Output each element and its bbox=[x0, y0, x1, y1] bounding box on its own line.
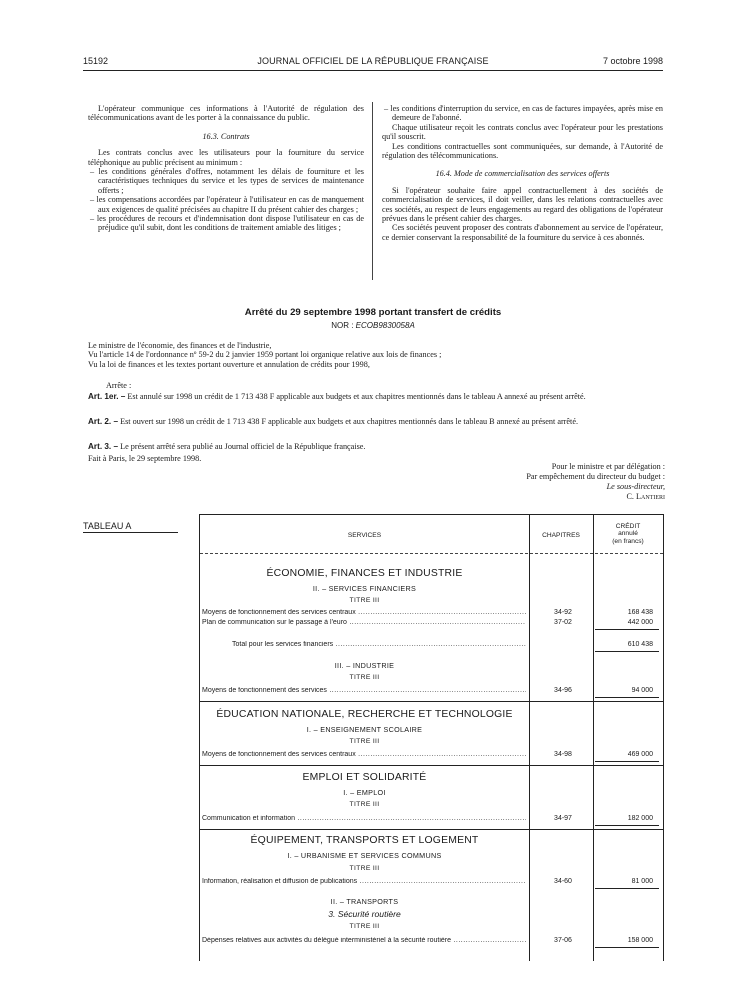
paragraph: L'opérateur communique ces informations à l'Autorité de régulation des télécommunications avant de les porter à la connaissance du public. bbox=[88, 104, 364, 123]
row-amount: 168 438 bbox=[627, 609, 653, 616]
row-label: Dépenses relatives aux activités du délégué interministériel à la sécurité routière ..... bbox=[202, 937, 526, 944]
total-label: Total pour les services financiers ..... bbox=[232, 641, 526, 648]
header-line-1: CRÉDIT bbox=[615, 523, 641, 530]
titre-label: TITRE III bbox=[349, 738, 380, 745]
section-name: II. – TRANSPORTS bbox=[330, 897, 399, 906]
article-label: Art. 1er. – bbox=[88, 392, 126, 401]
column-header-services: SERVICES bbox=[347, 532, 382, 539]
ministry-title: ÉDUCATION NATIONALE, RECHERCHE ET TECHNOLOGIE bbox=[216, 709, 513, 720]
arrete-title: Arrêté du 29 septembre 1998 portant transfert de crédits bbox=[244, 307, 502, 318]
arrete-word: Arrête : bbox=[106, 381, 132, 390]
arrete-intro bbox=[88, 341, 663, 369]
row-chapitre: 34-60 bbox=[554, 878, 572, 885]
total-row bbox=[202, 641, 662, 651]
row-chapitre: 34-96 bbox=[554, 687, 572, 694]
row-chapitre: 37-06 bbox=[554, 937, 572, 944]
column-header-credit bbox=[593, 523, 663, 545]
section-name: III. – INDUSTRIE bbox=[334, 661, 395, 670]
paragraph: Les contrats conclus avec les utilisateurs pour la fourniture du service téléphonique au public précisent au minimum : bbox=[88, 148, 364, 167]
table-row bbox=[202, 751, 662, 761]
article-label: Art. 2. – bbox=[88, 417, 119, 426]
header-line-2: annulé bbox=[618, 530, 638, 538]
signature-line: Pour le ministre et par délégation : bbox=[551, 462, 665, 471]
subsection-name: 3. Sécurité routière bbox=[328, 909, 401, 919]
section-title: 16.4. Mode de commercialisation des services offerts bbox=[435, 169, 610, 179]
column-line bbox=[593, 515, 594, 961]
ministry-separator bbox=[200, 765, 663, 766]
ministry-title: ÉQUIPEMENT, TRANSPORTS ET LOGEMENT bbox=[250, 835, 479, 846]
signatory-name: C. Lantieri bbox=[626, 492, 665, 501]
amount-underline bbox=[595, 761, 659, 762]
condition-list bbox=[88, 167, 364, 233]
amount-underline bbox=[595, 825, 659, 826]
section-title: 16.3. Contrats bbox=[202, 131, 250, 141]
amount-underline bbox=[595, 629, 659, 630]
journal-title: JOURNAL OFFICIEL DE LA RÉPUBLIQUE FRANÇAISE bbox=[257, 56, 489, 66]
fait-a-paris: Fait à Paris, le 29 septembre 1998. bbox=[88, 454, 202, 463]
list-item: – les conditions d'interruption du service, en cas de factures impayées, après mise en demeure de l'abonné. bbox=[384, 104, 663, 123]
condition-list-cont bbox=[382, 104, 663, 123]
row-label: Communication et information ..... bbox=[202, 815, 526, 822]
nor-code: ECOB9830058A bbox=[355, 321, 415, 330]
issue-date: 7 octobre 1998 bbox=[602, 56, 663, 66]
paragraph: Vu l'article 14 de l'ordonnance nº 59-2 du 2 janvier 1959 portant loi organique relative aux lois de finances ; bbox=[88, 350, 442, 360]
amount-underline bbox=[595, 888, 659, 889]
left-column bbox=[88, 104, 364, 233]
article-text: Le présent arrêté sera publié au Journal officiel de la République française. bbox=[118, 442, 366, 451]
header-rule bbox=[83, 70, 663, 71]
table-row bbox=[202, 619, 662, 629]
row-amount: 158 000 bbox=[627, 937, 653, 944]
titre-label: TITRE III bbox=[349, 923, 380, 930]
signature-line: Par empêchement du directeur du budget : bbox=[526, 472, 665, 481]
paragraph: Ces sociétés peuvent proposer des contrats d'abonnement au service de l'opérateur, ce dernier conservant la responsabilité de la fourniture du service à ces abonnés. bbox=[382, 223, 663, 242]
amount-underline bbox=[595, 697, 659, 698]
row-chapitre: 34-97 bbox=[554, 815, 572, 822]
section-name: I. – URBANISME ET SERVICES COMMUNS bbox=[287, 851, 442, 860]
article-text: Est ouvert sur 1998 un crédit de 1 713 438 F applicable aux budgets et aux chapitres mentionnés dans le tableau B annexé au présent arrêté. bbox=[118, 417, 578, 426]
row-label: Information, réalisation et diffusion de publications ..... bbox=[202, 878, 526, 885]
ministry-separator bbox=[200, 701, 663, 702]
row-amount: 81 000 bbox=[631, 878, 653, 885]
list-item: – les conditions générales d'offres, notamment les délais de fourniture et les caractéristiques techniques du service et les types de services de maintenance offerts ; bbox=[90, 167, 364, 195]
row-amount: 182 000 bbox=[627, 815, 653, 822]
row-label: Moyens de fonctionnement des services ..... bbox=[202, 687, 526, 694]
amount-underline bbox=[595, 651, 659, 652]
article-label: Art. 3. – bbox=[88, 442, 119, 451]
section-name: I. – EMPLOI bbox=[343, 788, 386, 797]
header-line-3: (en francs) bbox=[612, 537, 644, 545]
paragraph: Vu la loi de finances et les textes portant ouverture et annulation de crédits pour 1998, bbox=[88, 359, 370, 369]
row-amount: 442 000 bbox=[627, 619, 653, 626]
paragraph: Le ministre de l'économie, des finances et de l'industrie, bbox=[88, 341, 272, 350]
amount-underline bbox=[595, 947, 659, 948]
table-row bbox=[202, 687, 662, 697]
ministry-title: EMPLOI ET SOLIDARITÉ bbox=[302, 772, 427, 783]
ministry-title: ÉCONOMIE, FINANCES ET INDUSTRIE bbox=[266, 568, 463, 579]
article-3 bbox=[88, 442, 663, 451]
credit-table bbox=[199, 514, 664, 961]
row-amount: 94 000 bbox=[631, 687, 653, 694]
nor-prefix: NOR : bbox=[331, 321, 356, 330]
article-text: Est annulé sur 1998 un crédit de 1 713 438 F applicable aux budgets et aux chapitres mentionnés dans le tableau A annexé au présent arrêté. bbox=[125, 392, 586, 401]
ministry-separator bbox=[200, 829, 663, 830]
row-chapitre: 34-98 bbox=[554, 751, 572, 758]
article-1 bbox=[88, 392, 663, 401]
titre-label: TITRE III bbox=[349, 865, 380, 872]
signature-block bbox=[430, 462, 665, 502]
section-name: II. – SERVICES FINANCIERS bbox=[312, 584, 417, 593]
table-label: TABLEAU A bbox=[83, 521, 132, 531]
row-chapitre: 34-92 bbox=[554, 609, 572, 616]
table-row bbox=[202, 937, 662, 947]
section-name: I. – ENSEIGNEMENT SCOLAIRE bbox=[306, 725, 423, 734]
header-line bbox=[200, 553, 663, 554]
column-header-chapitres: CHAPITRES bbox=[542, 532, 580, 539]
signature-line: Le sous-directeur, bbox=[606, 482, 665, 491]
table-label-rule bbox=[83, 532, 178, 533]
table-row bbox=[202, 609, 662, 619]
row-chapitre: 37-02 bbox=[554, 619, 572, 626]
nor-reference bbox=[83, 321, 663, 330]
row-label: Plan de communication sur le passage à l'euro ..... bbox=[202, 619, 526, 626]
table-row bbox=[202, 815, 662, 825]
row-amount: 469 000 bbox=[627, 751, 653, 758]
total-amount: 610 438 bbox=[627, 641, 653, 648]
page-number: 15192 bbox=[83, 56, 109, 66]
table-row bbox=[202, 878, 662, 888]
right-column bbox=[382, 104, 663, 242]
column-divider bbox=[372, 102, 373, 280]
row-label: Moyens de fonctionnement des services centraux ..... bbox=[202, 751, 526, 758]
article-2 bbox=[88, 417, 663, 426]
paragraph: Les conditions contractuelles sont communiquées, sur demande, à l'Autorité de régulation des télécommunications. bbox=[382, 141, 663, 161]
titre-label: TITRE III bbox=[349, 801, 380, 808]
titre-label: TITRE III bbox=[349, 674, 380, 681]
list-item: – les compensations accordées par l'opérateur à l'utilisateur en cas de manquement aux exigences de qualité précisées au chapitre II du présent cahier des charges ; bbox=[90, 195, 364, 214]
list-item: – les procédures de recours et d'indemnisation dont dispose l'utilisateur en cas de préjudice qu'il subit, dont les conditions de traitement amiable des litiges ; bbox=[90, 214, 364, 233]
paragraph: Si l'opérateur souhaite faire appel contractuellement à des sociétés de commercialisation de services, il doit veiller, dans les relations contractuelles avec ces sociétés, au respect de leurs engagements au regard des obligations de l'opérateur prévues dans le présent cahier des charges. bbox=[382, 185, 663, 224]
column-line bbox=[529, 515, 530, 961]
row-label: Moyens de fonctionnement des services centraux ..... bbox=[202, 609, 526, 616]
titre-label: TITRE III bbox=[349, 597, 380, 604]
page-header bbox=[83, 56, 663, 70]
paragraph: Chaque utilisateur reçoit les contrats conclus avec l'opérateur pour les prestations qu'il souscrit. bbox=[382, 122, 663, 142]
